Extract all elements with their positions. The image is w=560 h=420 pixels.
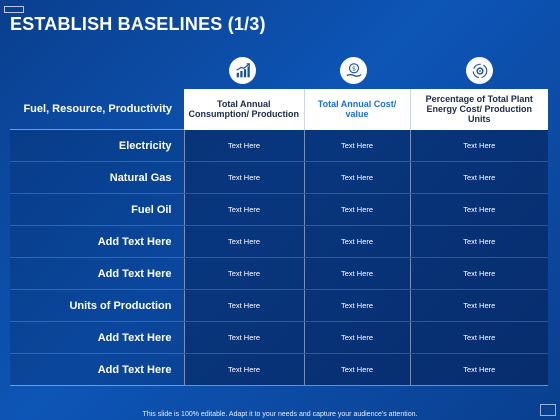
row-header-label: Fuel, Resource, Productivity xyxy=(23,103,172,115)
table-cell: Text Here xyxy=(304,194,410,226)
table-row xyxy=(10,258,548,290)
table-row xyxy=(10,162,548,194)
table-row xyxy=(10,322,548,354)
table-cell: Text Here xyxy=(304,130,410,162)
row-label: Add Text Here xyxy=(10,226,184,258)
table-cell: Text Here xyxy=(410,194,548,226)
table-cell: Text Here xyxy=(410,130,548,162)
table-cell: Text Here xyxy=(184,290,304,322)
table-cell: Text Here xyxy=(304,258,410,290)
table-cell: Text Here xyxy=(304,354,410,386)
gear-cycle-icon xyxy=(466,57,493,84)
table-cell: Text Here xyxy=(410,322,548,354)
column-header-cost: Total Annual Cost/ value xyxy=(304,89,410,130)
table-row xyxy=(10,226,548,258)
column-header-percentage: Percentage of Total Plant Energy Cost/ Production Units xyxy=(410,89,548,130)
table-cell: Text Here xyxy=(304,290,410,322)
table-row xyxy=(10,354,548,386)
row-label: Natural Gas xyxy=(10,162,184,194)
svg-text:$: $ xyxy=(351,65,356,73)
table-cell: Text Here xyxy=(304,322,410,354)
row-label: Fuel Oil xyxy=(10,194,184,226)
row-label: Electricity xyxy=(10,130,184,162)
row-label: Add Text Here xyxy=(10,322,184,354)
table-cell: Text Here xyxy=(410,290,548,322)
column-header-consumption: Total Annual Consumption/ Production xyxy=(184,89,304,130)
page-title: ESTABLISH BASELINES (1/3) xyxy=(10,14,266,34)
table-row xyxy=(10,194,548,226)
table-cell: Text Here xyxy=(184,322,304,354)
table-cell: Text Here xyxy=(184,130,304,162)
table-cell: Text Here xyxy=(304,226,410,258)
row-label: Units of Production xyxy=(10,290,184,322)
table-cell: Text Here xyxy=(410,354,548,386)
table-cell: Text Here xyxy=(184,258,304,290)
corner-decoration xyxy=(4,6,24,13)
table-cell: Text Here xyxy=(184,162,304,194)
footer-note: This slide is 100% editable. Adapt it to your needs and capture your audience's attention. xyxy=(142,411,418,418)
table-cell: Text Here xyxy=(184,354,304,386)
table-header-row xyxy=(10,89,548,130)
table-cell: Text Here xyxy=(410,226,548,258)
money-hand-icon xyxy=(340,57,367,84)
table-cell: Text Here xyxy=(410,258,548,290)
table-cell: Text Here xyxy=(410,162,548,194)
table-row xyxy=(10,290,548,322)
table-cell: Text Here xyxy=(304,162,410,194)
table-row xyxy=(10,130,548,162)
row-label: Add Text Here xyxy=(10,354,184,386)
baseline-table xyxy=(10,89,548,386)
table-cell: Text Here xyxy=(184,226,304,258)
row-label: Add Text Here xyxy=(10,258,184,290)
table-cell: Text Here xyxy=(184,194,304,226)
chart-growth-icon xyxy=(229,57,256,84)
